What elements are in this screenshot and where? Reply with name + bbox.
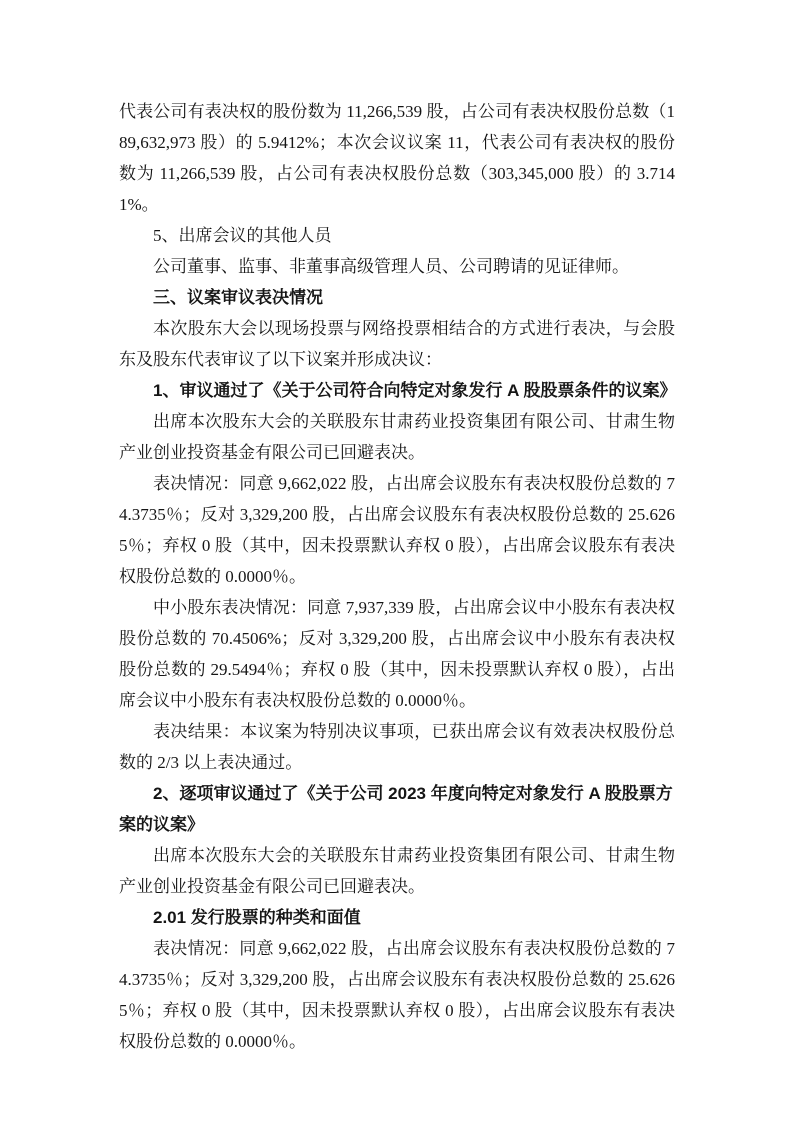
- paragraph-recusal-proposal-1: 出席本次股东大会的关联股东甘肃药业投资集团有限公司、甘肃生物产业创业投资基金有限公司已回避表决。: [119, 412, 675, 462]
- heading-proposal-2-01-share-type: 2.01 发行股票的种类和面值: [153, 908, 361, 927]
- paragraph-resolution-outcome-proposal-1: 表决结果：本议案为特别决议事项，已获出席会议有效表决权股份总数的 2/3 以上表决通过。: [119, 722, 675, 772]
- paragraph-vote-result-proposal-2-01: 表决情况：同意 9,662,022 股，占出席会议股东有表决权股份总数的 74.3735％；反对 3,329,200 股，占出席会议股东有表决权股份总数的 25.6265％；弃权 0 股（其中，因未投票默认弃权 0 股），占出席会议股东有表决权股份总数的 0.0000％。: [119, 939, 675, 1051]
- paragraph-voting-method: 本次股东大会以现场投票与网络投票相结合的方式进行表决，与会股东及股东代表审议了以下议案并形成决议：: [119, 319, 675, 369]
- heading-section-three-voting-status: 三、议案审议表决情况: [153, 288, 323, 307]
- heading-proposal-1: 1、审议通过了《关于公司符合向特定对象发行 A 股股票条件的议案》: [153, 381, 677, 400]
- document-body: [119, 96, 675, 1057]
- paragraph-vote-result-proposal-1: 表决情况：同意 9,662,022 股，占出席会议股东有表决权股份总数的 74.3735％；反对 3,329,200 股，占出席会议股东有表决权股份总数的 25.6265％；弃权 0 股（其中，因未投票默认弃权 0 股），占出席会议股东有表决权股份总数的 0.0000％。: [119, 474, 675, 586]
- heading-proposal-2: 2、逐项审议通过了《关于公司 2023 年度向特定对象发行 A 股股票方案的议案》: [119, 784, 673, 834]
- paragraph-item-5-other-attendees-title: 5、出席会议的其他人员: [153, 226, 332, 245]
- paragraph-other-attendees-list: 公司董事、监事、非董事高级管理人员、公司聘请的见证律师。: [153, 257, 629, 276]
- paragraph-minority-vote-result-proposal-1: 中小股东表决情况：同意 7,937,339 股，占出席会议中小股东有表决权股份总数的 70.4506%；反对 3,329,200 股，占出席会议中小股东有表决权股份总数的 29.5494％；弃权 0 股（其中，因未投票默认弃权 0 股），占出席会议中小股东有表决权股份总数的 0.0000％。: [119, 598, 675, 710]
- paragraph-voting-shares-continuation: 代表公司有表决权的股份数为 11,266,539 股，占公司有表决权股份总数（189,632,973 股）的 5.9412%；本次会议议案 11，代表公司有表决权的股份数为 11,266,539 股，占公司有表决权股份总数（303,345,000 股）的 3.7141%。: [119, 102, 675, 214]
- paragraph-recusal-proposal-2: 出席本次股东大会的关联股东甘肃药业投资集团有限公司、甘肃生物产业创业投资基金有限公司已回避表决。: [119, 846, 675, 896]
